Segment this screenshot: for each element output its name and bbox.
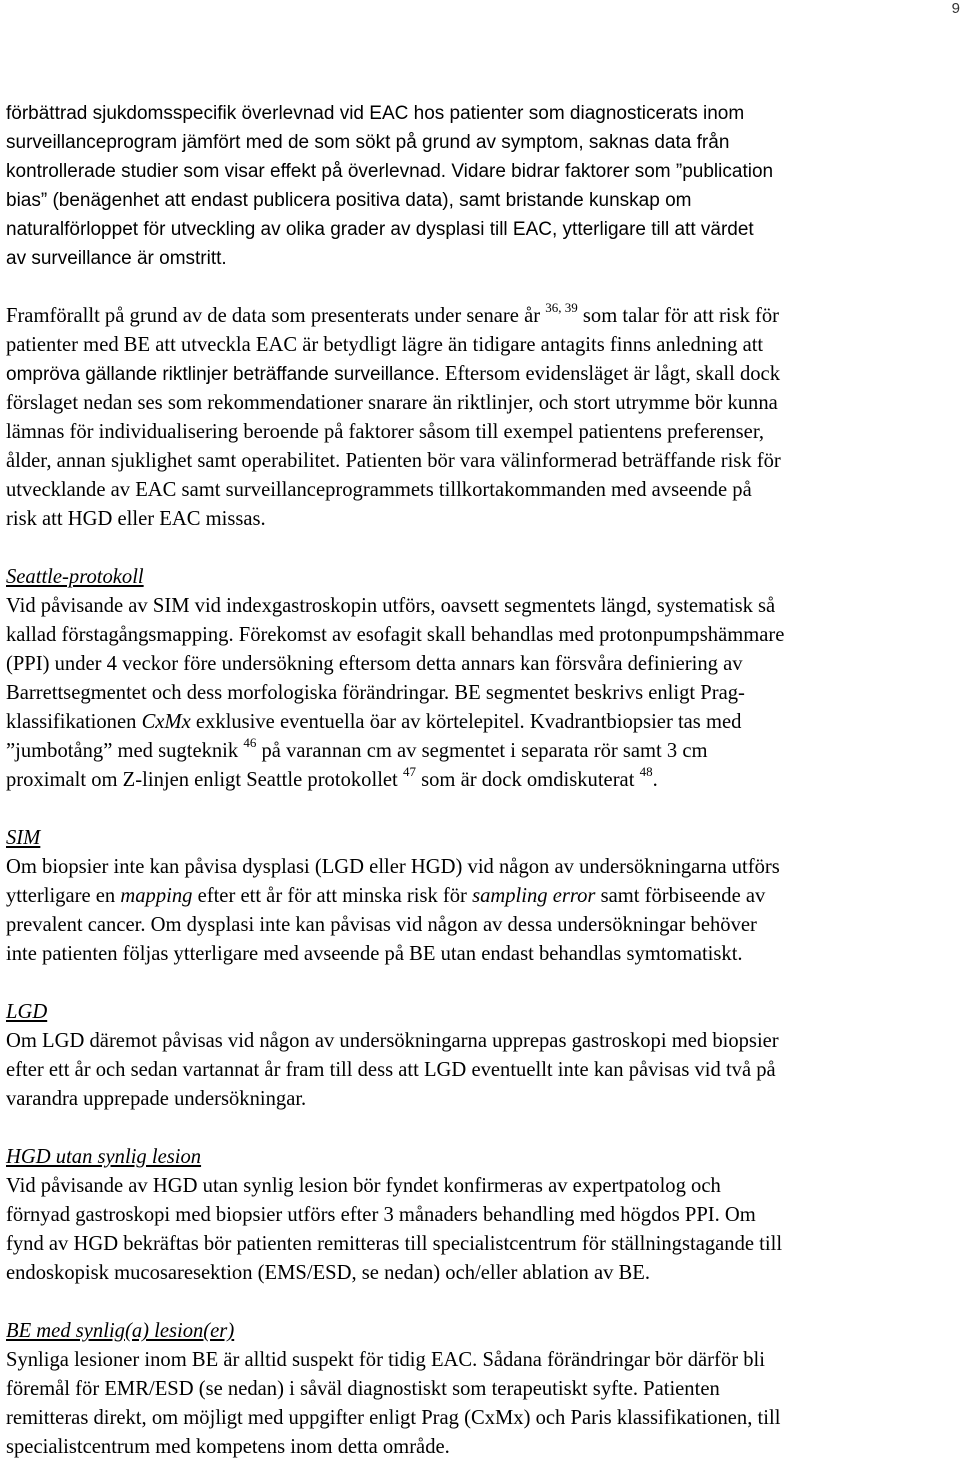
section-heading: HGD utan synlig lesion [6,1146,202,1168]
text-line [6,302,956,331]
citation: 46 [243,735,257,750]
text-line [6,737,956,766]
citation: 36, 39 [545,300,578,315]
text-span: på varannan cm av segmentet i separata rör samt 3 cm [256,740,708,762]
text-line: föremål för EMR/ESD (se nedan) i såväl diagnostiskt som terapeutiskt syfte. Patienten [6,1378,720,1400]
paragraph-reconsideration [6,302,956,534]
text-line: (PPI) under 4 veckor före undersökning eftersom detta annars kan försvåra definiering av [6,653,743,675]
text-span-italic: CxMx [141,711,191,733]
text-span: Framförallt på grund av de data som presenterats under senare år [6,305,546,327]
text-line: Om biopsier inte kan påvisa dysplasi (LGD eller HGD) vid någon av undersökningarna utförs [6,856,780,878]
text-line: lämnas för individualisering beroende på faktorer såsom till exempel patientens preferenser, [6,421,765,443]
text-line: förbättrad sjukdomsspecifik överlevnad vid EAC hos patienter som diagnosticerats inom [6,103,745,124]
text-span: som talar för att risk för [577,305,780,327]
paragraph-survival [6,99,956,273]
text-span: Vidare bidrar faktorer som ”publication [446,161,774,182]
text-line: av surveillance är omstritt. [6,248,227,269]
section-heading: SIM [6,827,41,849]
text-span: kontrollerade studier som visar effekt på överlevnad. [6,161,447,182]
text-span: exklusive eventuella öar av körtelepitel. Kvadrantbiopsier tas med [190,711,742,733]
text-line: inte patienten följas ytterligare med avseende på BE utan endast behandlas symtomatiskt. [6,943,743,965]
section-hgd [6,1143,956,1288]
text-line: endoskopisk mucosaresektion (EMS/ESD, se nedan) och/eller ablation av BE. [6,1262,650,1284]
section-heading: Seattle-protokoll [6,566,144,588]
text-line: förslaget nedan ses som rekommendationer snarare än riktlinjer, och stort utrymme bör kunna [6,392,778,414]
text-line: fynd av HGD bekräftas bör patienten remitteras till specialistcentrum för ställningstagande till [6,1233,783,1255]
text-span: ytterligare en [6,885,121,907]
section-heading: LGD [6,1001,48,1023]
section-seattle [6,563,956,795]
text-line [6,882,956,911]
text-span: som är dock omdiskuterat [415,769,640,791]
text-span: klassifikationen [6,711,142,733]
text-line: Om LGD däremot påvisas vid någon av undersökningarna upprepas gastroskopi med biopsier [6,1030,779,1052]
text-span: samt förbiseende av [595,885,766,907]
text-line [6,157,956,186]
citation: 47 [402,764,416,779]
text-line: prevalent cancer. Om dysplasi inte kan påvisas vid någon av dessa undersökningar behöver [6,914,757,936]
text-line: bias” (benägenhet att endast publicera positiva data), samt bristande kunskap om [6,190,692,211]
section-be-lesion [6,1317,956,1462]
text-line: varandra upprepade undersökningar. [6,1088,307,1110]
text-line: utvecklande av EAC samt surveillanceprogrammets tillkortakommanden med avseende på [6,479,752,501]
page-number: 9 [951,0,960,17]
text-span: efter ett år för att minska risk för [192,885,473,907]
text-line: Vid påvisande av HGD utan synlig lesion bör fyndet konfirmeras av expertpatolog och [6,1175,721,1197]
section-heading: BE med synlig(a) lesion(er) [6,1320,235,1342]
text-line: förnyad gastroskopi med biopsier utförs efter 3 månaders behandling med högdos PPI. Om [6,1204,756,1226]
text-line: ålder, annan sjuklighet samt operabilitet. Patienten bör vara välinformerad beträffande risk för [6,450,781,472]
citation: 48 [639,764,653,779]
text-span: . [652,769,658,791]
text-line: surveillanceprogram jämfört med de som sökt på grund av symptom, saknas data från [6,132,730,153]
document-body [6,99,956,1462]
text-line: efter ett år och sedan vartannat år fram till dess att LGD eventuellt inte kan påvisas vid två på [6,1059,776,1081]
text-line: specialistcentrum med kompetens inom detta område. [6,1436,450,1458]
text-line: kallad förstagångsmapping. Förekomst av esofagit skall behandlas med protonpumpshämmare [6,624,785,646]
text-line: risk att HGD eller EAC missas. [6,508,266,530]
text-line: Barrettsegmentet och dess morfologiska förändringar. BE segmentet beskrivs enligt Prag- [6,682,745,704]
text-span: Eftersom evidensläget är lågt, skall dock [439,363,780,385]
text-line [6,360,956,389]
section-sim [6,824,956,969]
text-span: proximalt om Z-linjen enligt Seattle protokollet [6,769,403,791]
text-span: ”jumbotång” med sugteknik [6,740,244,762]
text-span-italic: sampling error [472,885,596,907]
text-line: patienter med BE att utveckla EAC är betydligt lägre än tidigare antagits finns anledning att [6,334,764,356]
section-lgd [6,998,956,1114]
text-line: Vid påvisande av SIM vid indexgastroskopin utförs, oavsett segmentets längd, systematisk så [6,595,776,617]
text-line [6,708,956,737]
text-span-italic: mapping [120,885,193,907]
text-line: Synliga lesioner inom BE är alltid suspekt för tidig EAC. Sådana förändringar bör därför bli [6,1349,765,1371]
text-line [6,766,956,795]
text-line: naturalförloppet för utveckling av olika grader av dysplasi till EAC, ytterligare till att värdet [6,219,754,240]
text-span: ompröva gällande riktlinjer beträffande surveillance. [6,364,440,385]
text-line: remitteras direkt, om möjligt med uppgifter enligt Prag (CxMx) och Paris klassifikationen, till [6,1407,781,1429]
